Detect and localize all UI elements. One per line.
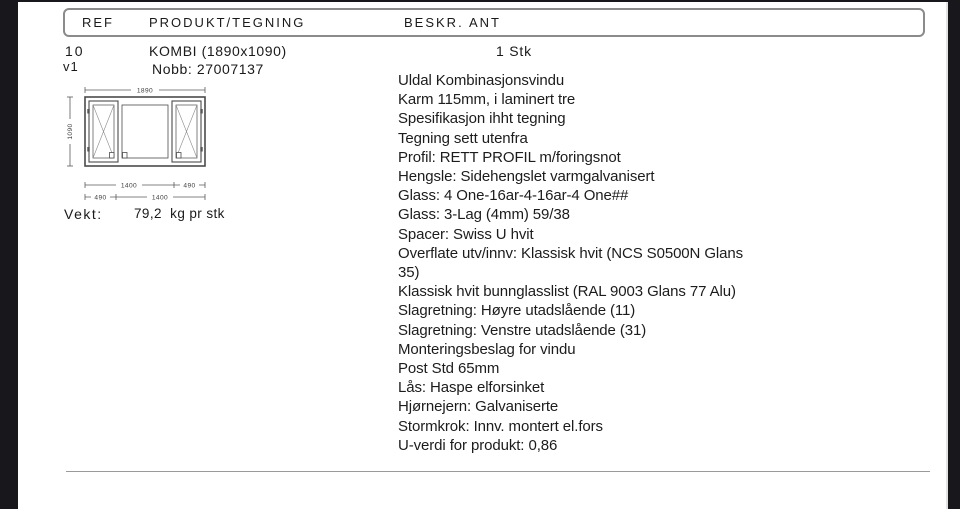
description-line: Stormkrok: Innv. montert el.fors: [398, 417, 603, 435]
dim-label-1090: 1090: [67, 123, 75, 140]
hinge-mark: [200, 109, 202, 114]
fitting-mark: [110, 153, 115, 159]
window-technical-drawing: [60, 84, 220, 206]
description-line: Uldal Kombinasjonsvindu: [398, 72, 565, 89]
column-header-beskr: BESKR.: [404, 15, 464, 30]
dimension-width: [85, 87, 205, 95]
right-black-bar: [946, 0, 960, 509]
fitting-mark: [123, 153, 128, 159]
weight-label: Vekt:: [64, 206, 103, 222]
item-version: v1: [63, 59, 79, 74]
description-line: Hjørnejern: Galvaniserte: [398, 398, 559, 416]
item-product-name: KOMBI (1890x1090): [149, 43, 287, 59]
description-line: 35): [398, 264, 420, 282]
left-black-bar: [0, 0, 18, 509]
hinge-mark: [87, 147, 89, 152]
dim-label-row2-1400: 1400: [151, 194, 169, 202]
fitting-mark: [177, 153, 182, 159]
description-line: Spesifikasjon ihht tegning: [398, 110, 566, 128]
dim-label-row2-490: 490: [94, 194, 107, 202]
description-line: Glass: 3-Lag (4mm) 59/38: [398, 206, 570, 224]
top-black-line: [0, 0, 960, 2]
center-fixed-pane: [122, 105, 168, 158]
column-header-ant: ANT: [469, 15, 501, 30]
description-line: Hengsle: Sidehengslet varmgalvanisert: [398, 168, 655, 186]
column-header-produkt-tegning: PRODUKT/TEGNING: [149, 15, 306, 30]
column-header-ref: REF: [82, 15, 114, 30]
dim-label-1890: 1890: [136, 87, 154, 95]
description-line: Klassisk hvit bunnglasslist (RAL 9003 Glans 77 Alu): [398, 283, 736, 301]
description-line: Spacer: Swiss U hvit: [398, 225, 534, 243]
dim-label-row1-490: 490: [183, 182, 196, 190]
description-line: Overflate utv/innv: Klassisk hvit (NCS S0500N Glans: [398, 244, 744, 262]
description-line: Profil: RETT PROFIL m/foringsnot: [398, 148, 621, 166]
description-line: Slagretning: Venstre utadslående (31): [398, 321, 647, 339]
item-quantity: 1 Stk: [496, 43, 532, 59]
description-line: Tegning sett utenfra: [398, 129, 528, 147]
dim-label-row1-1400: 1400: [120, 182, 138, 190]
description-line: Slagretning: Høyre utadslående (11): [398, 302, 636, 320]
hinge-mark: [200, 147, 202, 152]
item-ref: 10: [65, 43, 85, 59]
description-line: Monteringsbeslag for vindu: [398, 340, 576, 358]
description-line: Karm 115mm, i laminert tre: [398, 91, 576, 109]
weight-value: 79,2 kg pr stk: [134, 206, 225, 221]
hinge-mark: [87, 109, 89, 114]
dimension-height: [66, 97, 75, 166]
window-frame: [85, 97, 205, 166]
dimension-row-1: [85, 182, 205, 190]
description-block: [398, 71, 743, 455]
description-line: Post Std 65mm: [398, 360, 500, 378]
description-line: Glass: 4 One-16ar-4-16ar-4 One##: [398, 187, 629, 205]
description-line: Lås: Haspe elforsinket: [398, 379, 545, 397]
table-header-row: [63, 8, 925, 37]
item-nobb-number: Nobb: 27007137: [152, 61, 264, 77]
section-divider: [66, 471, 930, 472]
description-line: U-verdi for produkt: 0,86: [398, 436, 558, 454]
dimension-row-2: [85, 194, 205, 202]
